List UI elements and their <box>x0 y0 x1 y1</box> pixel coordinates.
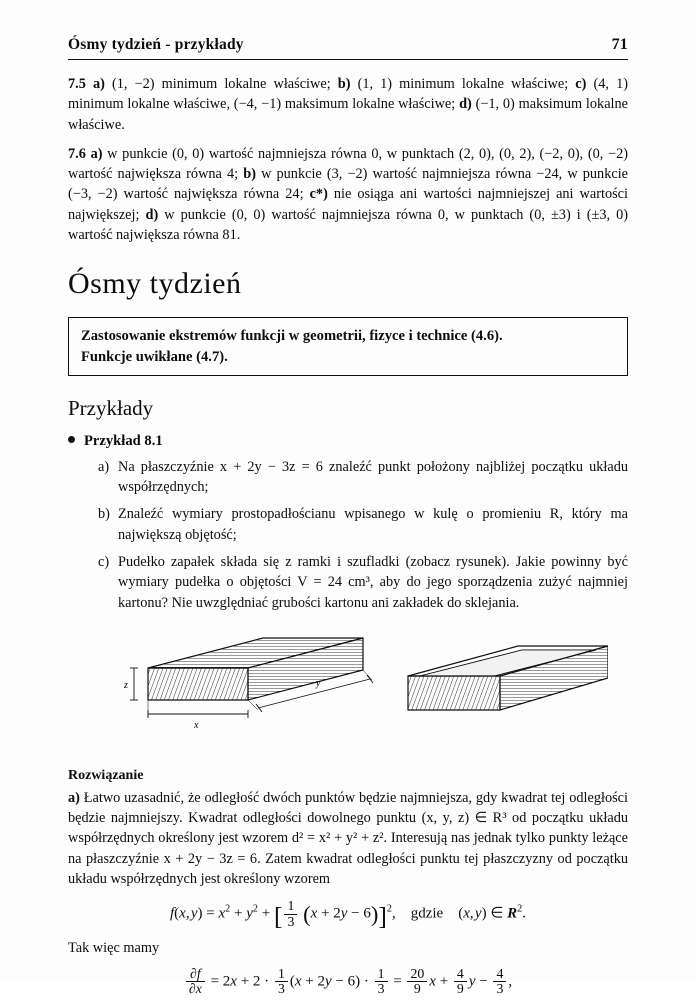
figure-right-tray <box>408 646 608 710</box>
solution-text: Łatwo uzasadnić, że odległość dwóch punktów będzie najmniejsza, gdy kwadrat tej odległości będzie najmniejszy. Kwadrat odległości dowolnego punktu (x, y, z) ∈ R³ od początku układu współrzędnych określony jest wzorem d² = x² + y² + z². Interesują nas jednak tylko punkty leżące na płaszczyźnie x + 2y − 3z = 6. Zatem kwadrat odległości punktu tej płaszczyzny od początku układu współrzędnych jest określony wzorem <box>68 789 628 887</box>
answer-7-5-d-label: d) <box>459 96 472 113</box>
formula-partial-derivative: $\frac{\partial f}{\partial x}$ = 2x + 2 · $\frac{1}{3}$ (x + 2y − 6) · $\frac{1}{3}$ = $\frac{20}{9}$ x + $\frac{4}{9}$ y − $\frac{4}{3}$ , <box>68 967 628 997</box>
answer-7-6-b-text: w punkcie (3, −2) wartość najmniejsza równa −24, w punkcie (−3, −2) wartość największa równa 24; <box>68 166 629 203</box>
page-content <box>68 36 628 1005</box>
answer-7-5-c-text: (4, 1) minimum lokalne właściwe, (−4, −1) maksimum lokalne właściwe; <box>68 76 628 113</box>
topic-box-line-1: Zastosowanie ekstremów funkcji w geometrii, fizyce i technice (4.6). <box>81 328 503 345</box>
topic-box <box>68 317 628 375</box>
section-heading: Przykłady <box>68 395 154 420</box>
matchbox-figure <box>68 628 628 758</box>
item-text: Na płaszczyźnie x + 2y − 3z = 6 znaleźć punkt położony najbliżej początku układu współrzędnych; <box>118 458 628 496</box>
example-item-list <box>98 457 628 614</box>
answer-7-6-d-text: w punkcie (0, 0) wartość najmniejsza równa 0, w punktach (0, ±3) i (±3, 0) wartość największa równa 81. <box>68 206 628 244</box>
header-divider <box>68 59 628 60</box>
item-text: Znaleźć wymiary prostopadłościanu wpisanego w kulę o promieniu R, który ma największą objętość; <box>118 506 628 543</box>
answer-7-5-number: 7.5 <box>68 76 86 92</box>
answer-7-5-b-label: b) <box>337 76 351 92</box>
item-label: a) <box>98 458 110 475</box>
item-text: Pudełko zapałek składa się z ramki i szufladki (zobacz rysunek). Jakie powinny być wymiary pudełka o objętości V = 24 cm³, aby do jego sporządzenia zużyć najmniej kartonu? Nie uwzględniać grubości kartonu ani zakładek do sklejania. <box>118 553 628 611</box>
figure-left-box <box>123 638 373 731</box>
solution-paragraph <box>68 788 628 889</box>
answer-7-6 <box>68 144 628 245</box>
answer-7-6-d-label: d) <box>145 206 159 223</box>
answer-7-5-b-text: (1, 1) minimum lokalne właściwe; <box>357 76 569 92</box>
solution-heading: Rozwiązanie <box>68 767 144 783</box>
chapter-title: Ósmy tydzień <box>68 267 242 301</box>
answer-7-5-a-label: a) <box>92 76 105 92</box>
answer-7-5-c-label: c) <box>575 76 587 92</box>
item-label: c) <box>98 553 110 570</box>
answer-7-5 <box>68 74 628 135</box>
example-heading <box>68 433 628 450</box>
answer-7-5-a-text: (1, −2) minimum lokalne właściwe; <box>111 76 331 92</box>
answer-7-6-number: 7.6 <box>68 145 86 162</box>
topic-box-line-2: Funkcje uwikłane (4.7). <box>81 348 228 365</box>
figure-label-x: x <box>194 719 199 731</box>
answer-7-6-b-label: b) <box>243 166 256 183</box>
list-item <box>98 457 628 498</box>
answer-7-6-a-label: a) <box>90 145 103 162</box>
figure-label-y: y <box>316 677 321 689</box>
answer-7-6-c-text: nie osiąga ani wartości najmniejszej ani wartości największej; <box>68 186 628 223</box>
answer-7-6-a-text: w punkcie (0, 0) wartość najmniejsza równa 0, w punktach (2, 0), (0, 2), (−2, 0), (0, −2) wartość największa równa 4; <box>68 145 628 183</box>
item-label: b) <box>98 506 110 523</box>
example-title: Przykład 8.1 <box>84 432 163 449</box>
formula-f: f(x, $y) = x^2 + y^2$ + [ $\frac{1}{3}$ (x + 2y − 6)]$^2$, gdzie (x, y) ∈ $R^2$. <box>169 898 526 931</box>
list-item <box>98 552 628 614</box>
solution-part-label: a) <box>68 789 80 806</box>
figure-label-z: z <box>124 679 128 691</box>
figure-svg <box>88 628 608 758</box>
tak-wiec-line: Tak więc mamy <box>68 939 160 956</box>
page-header <box>68 36 628 54</box>
bullet-icon <box>68 436 75 443</box>
answer-7-5-d-text: (−1, 0) maksimum lokalne właściwe. <box>68 96 629 133</box>
answer-7-6-c-label: c*) <box>309 186 328 203</box>
list-item <box>98 504 628 545</box>
running-head-title: Ósmy tydzień - przykłady <box>68 36 244 53</box>
page-number: 71 <box>611 36 628 53</box>
